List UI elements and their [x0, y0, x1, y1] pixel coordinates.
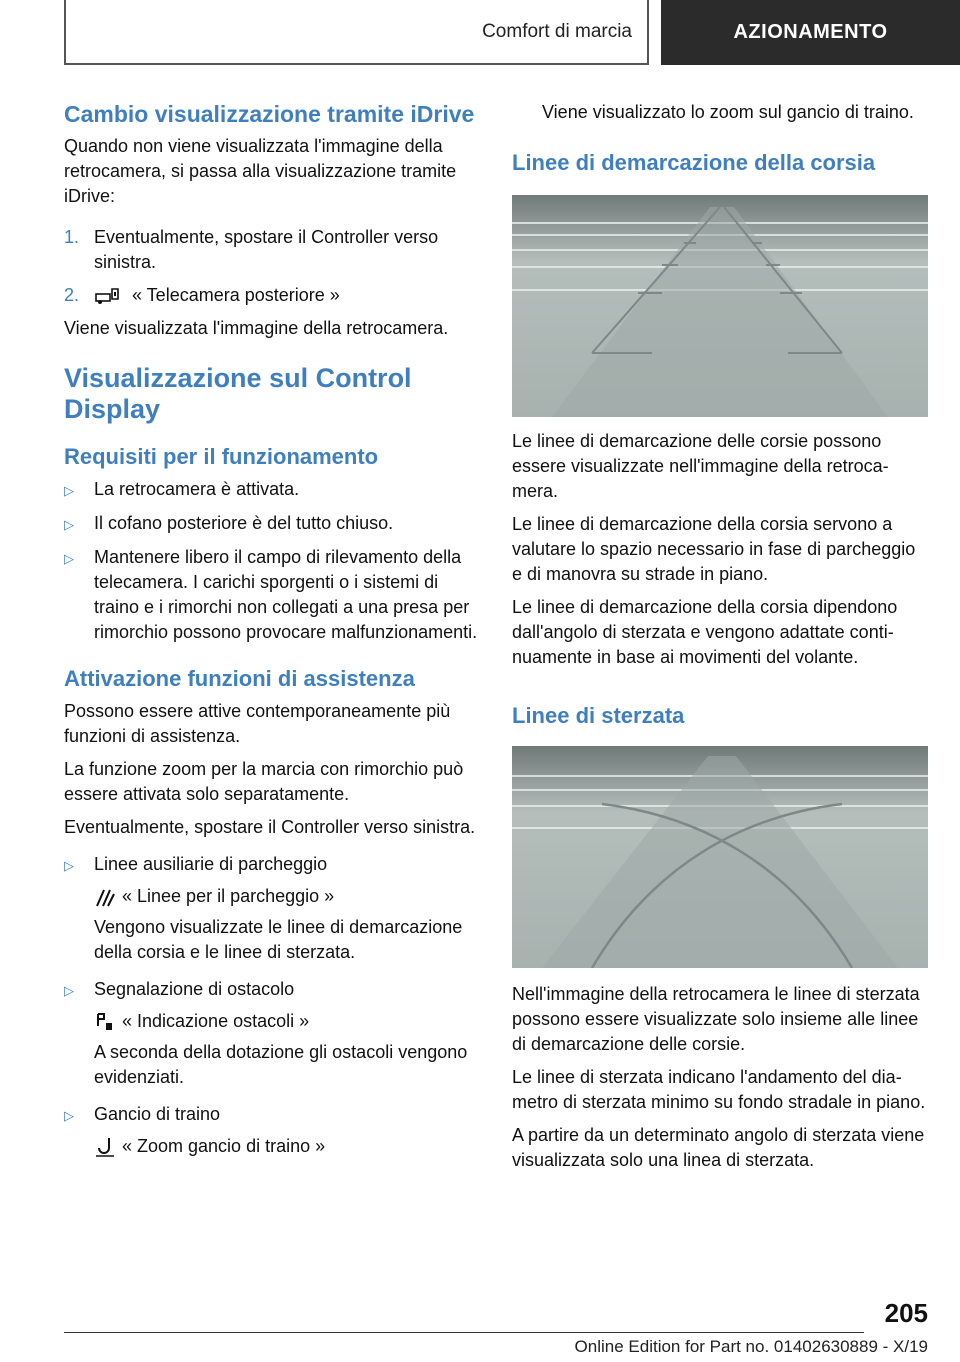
parking-lines-icon [94, 886, 116, 908]
bullet-triangle-icon: ▷ [64, 858, 74, 873]
function-parking-lines: ▷ Linee ausiliarie di parcheggio [64, 852, 482, 878]
para-steer-2: Le linee di sterzata indicano l'andamento del diametro di sterzata minimo su fondo stradale in piano. [512, 1067, 926, 1112]
heading-requirements: Requisiti per il funzionamento [64, 444, 379, 469]
header-chapter-title: AZIONAMENTO [661, 0, 960, 65]
heading-lane-lines: Linee di demarcazione della corsia [512, 150, 876, 175]
para-zoom: Viene visualizzato lo zoom sul gancio di traino. [542, 102, 914, 122]
bullet-triangle-icon: ▷ [64, 983, 74, 998]
function-desc: Vengono visualizzate le linee di demarcazione della corsia e le linee di sterzata. [94, 917, 463, 962]
step-1 [64, 225, 482, 275]
para-steer-1: Nell'immagine della retrocamera le linee di sterzata possono essere visualizzate solo insieme alle linee di demarcazione delle corsie. [512, 984, 920, 1054]
page-number: 205 [884, 1298, 928, 1328]
function-menu: « Zoom gancio di traino » [64, 1134, 482, 1159]
bullet-triangle-icon: ▷ [64, 1108, 74, 1123]
obstacle-icon [94, 1011, 116, 1033]
lane-lines-image [512, 195, 928, 417]
bullet-triangle-icon: ▷ [64, 517, 74, 532]
list-item: ▷ Mantenere libero il campo di rilevamento della telecamera. I carichi sporgenti o i sistemi di traino e i rimorchi non collegati a una presa per rimorchio possono provocare malfunzionamenti. [64, 545, 482, 645]
rear-camera-icon [94, 286, 122, 306]
right-column [512, 100, 928, 1173]
footer-divider [64, 1332, 864, 1333]
step-text: Eventualmente, spostare il Controller verso sinistra. [94, 227, 439, 272]
para-lanes-3: Le linee di demarcazione della corsia dipendono dall'angolo di sterzata e vengono adattate continuamente in base ai movimenti del volante. [512, 597, 898, 667]
function-menu: « Linee per il parcheggio » [64, 884, 482, 909]
para-lanes-1: Le linee di demarcazione delle corsie possono essere visualizzate nell'immagine della retrocamera. [512, 431, 889, 501]
para-lanes-2: Le linee di demarcazione della corsia servono a valutare lo spazio necessario in fase di parcheggio e di manovra su strade in piano. [512, 514, 916, 584]
step-number: 1. [64, 227, 80, 247]
para-idrive: Quando non viene visualizzata l'immagine della retrocamera, si passa alla visualizzazione tramite iDrive: [64, 136, 457, 206]
bullet-triangle-icon: ▷ [64, 483, 74, 498]
list-item: ▷ Il cofano posteriore è del tutto chiuso. [64, 511, 482, 537]
function-obstacle: ▷ Segnalazione di ostacolo [64, 977, 482, 1003]
para-result: Viene visualizzata l'immagine della retrocamera. [64, 318, 449, 338]
para-assist-2: La funzione zoom per la marcia con rimorchio può essere attivata solo separatamente. [64, 759, 464, 804]
header-section-title: Comfort di marcia [482, 20, 632, 42]
step-2 [64, 283, 482, 308]
para-steer-3: A partire da un determinato angolo di sterzata viene visualizzata solo una linea di sterzata. [512, 1125, 925, 1170]
heading-steering-lines: Linee di sterzata [512, 703, 685, 728]
left-column [64, 100, 482, 1159]
heading-assist: Attivazione funzioni di assistenza [64, 666, 415, 691]
para-assist-3: Eventualmente, spostare il Controller verso sinistra. [64, 817, 476, 837]
tow-hook-icon [94, 1136, 116, 1158]
function-desc: A seconda della dotazione gli ostacoli vengono evidenziati. [94, 1042, 468, 1087]
bullet-triangle-icon: ▷ [64, 551, 74, 566]
function-menu: « Indicazione ostacoli » [64, 1009, 482, 1034]
step-number: 2. [64, 285, 80, 305]
step-text: « Telecamera posteriore » [132, 285, 340, 305]
function-tow-hook: ▷ Gancio di traino [64, 1102, 482, 1128]
para-assist-1: Possono essere attive contemporaneamente più funzioni di assistenza. [64, 701, 451, 746]
heading-control-display: Visualizzazione sul Control Display [64, 363, 412, 424]
list-item: ▷ La retrocamera è attivata. [64, 477, 482, 503]
steering-lines-image [512, 746, 928, 968]
heading-idrive: Cambio visualizzazione tramite iDrive [64, 101, 475, 127]
edition-note: Online Edition for Part no. 01402630889 - X/19 [574, 1337, 928, 1356]
